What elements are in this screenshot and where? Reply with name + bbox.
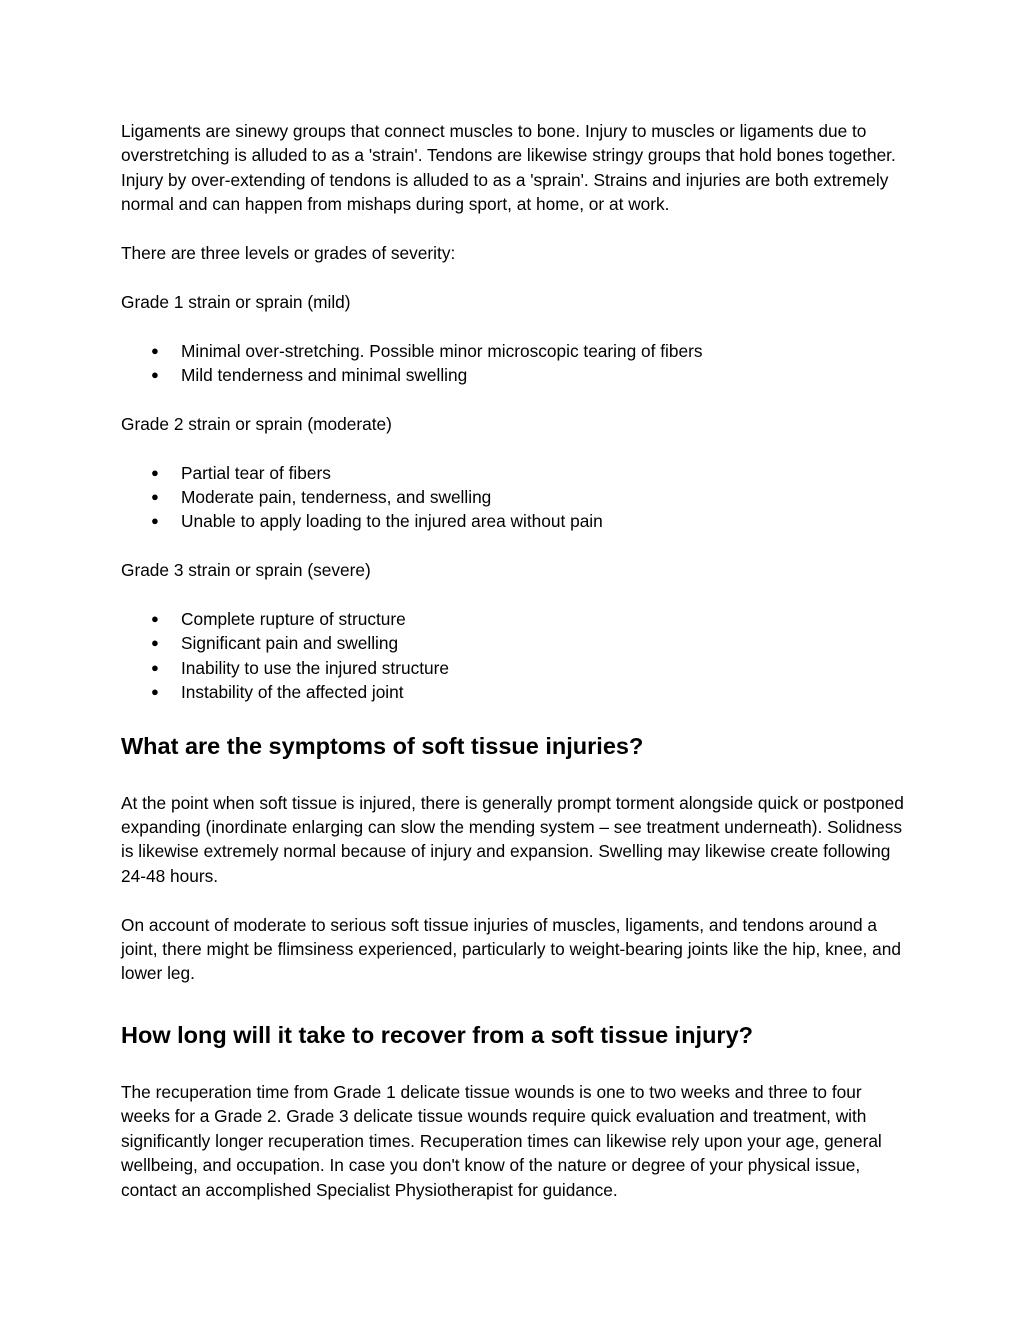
symptoms-heading: What are the symptoms of soft tissue injuries? [121,732,644,759]
list-item: ● Moderate pain, tenderness, and swelling [121,485,911,509]
list-item: ● Unable to apply loading to the injured area without pain [121,509,911,533]
list-item: ● Significant pain and swelling [121,631,911,655]
list-item: ● Partial tear of fibers [121,461,911,485]
list-item: ● Inability to use the injured structure [121,656,911,680]
symptoms-paragraph-1: At the point when soft tissue is injured, there is generally prompt torment alongside quick or postponed expanding (inordinate enlarging can slow the mending system – see treatment underneath). Solidness is likewise extremely normal because of injury and expansion. Swelling may likewise create following 24-48 hours. [121,792,904,886]
list-item: ● Complete rupture of structure [121,607,911,631]
grade-3-list [121,607,911,705]
grade-2-title: Grade 2 strain or sprain (moderate) [121,413,392,434]
grade-2-list [121,461,911,534]
grade-1-title: Grade 1 strain or sprain (mild) [121,291,351,312]
grade-1-list [121,339,911,388]
symptoms-paragraph-2: On account of moderate to serious soft tissue injuries of muscles, ligaments, and tendons around a joint, there might be flimsiness experienced, particularly to weight-bearing joints like the hip, knee, and lower leg. [121,914,901,984]
list-item: ● Mild tenderness and minimal swelling [121,363,911,387]
grade-3-title: Grade 3 strain or sprain (severe) [121,560,371,581]
list-item: ● Minimal over-stretching. Possible minor microscopic tearing of fibers [121,339,911,363]
recovery-paragraph: The recuperation time from Grade 1 delicate tissue wounds is one to two weeks and three to four weeks for a Grade 2. Grade 3 delicate tissue wounds require quick evaluation and treatment, with significantly longer recuperation times. Recuperation times can likewise rely upon your age, general wellbeing, and occupation. In case you don't know of the nature or degree of your physical issue, contact an accomplished Specialist Physiotherapist for guidance. [121,1081,882,1200]
recovery-heading: How long will it take to recover from a soft tissue injury? [121,1021,753,1048]
severity-intro: There are three levels or grades of severity: [121,243,456,264]
list-item: ● Instability of the affected joint [121,680,911,704]
intro-paragraph: Ligaments are sinewy groups that connect muscles to bone. Injury to muscles or ligaments due to overstretching is alluded to as a 'strain'. Tendons are likewise stringy groups that hold bones together. Injury by over-extending of tendons is alluded to as a 'sprain'. Strains and injuries are both extremely normal and can happen from mishaps during sport, at home, or at work. [121,121,896,215]
document-page [121,119,911,1202]
